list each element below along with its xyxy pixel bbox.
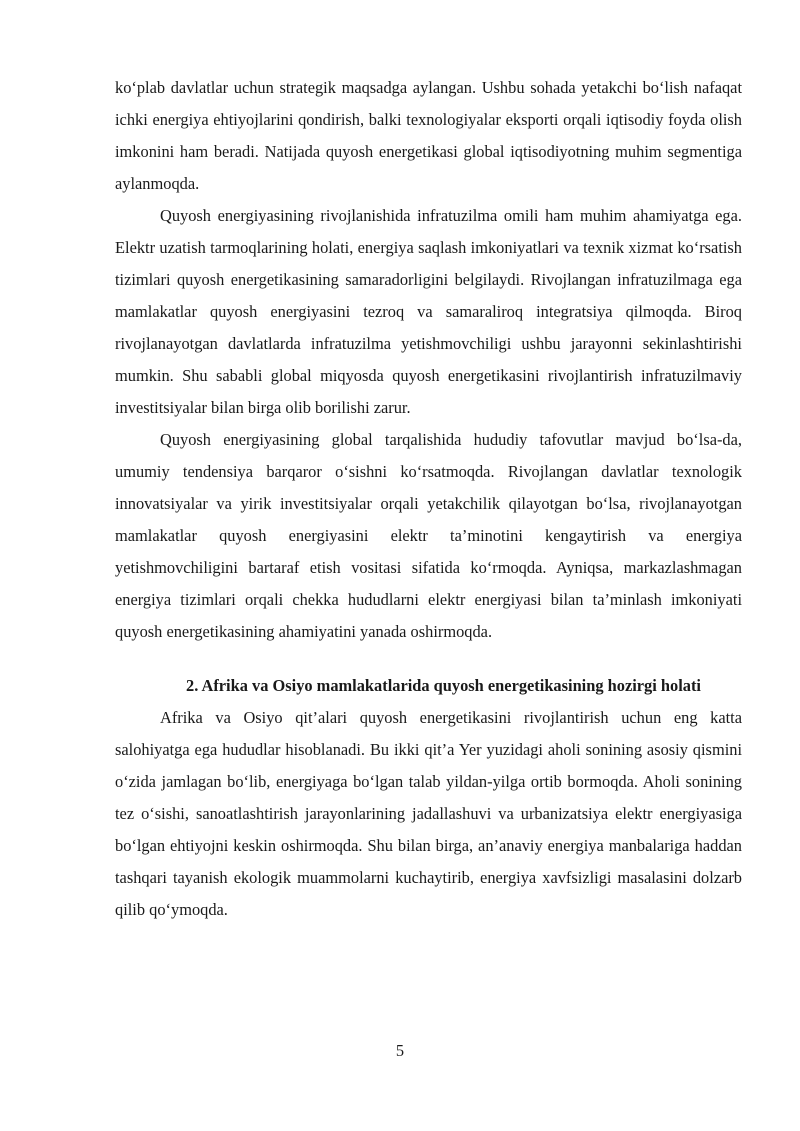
paragraph-continued: ko‘plab davlatlar uchun strategik maqsadga aylangan. Ushbu sohada yetakchi bo‘lish nafaqat ichki energiya ehtiyojlarini qondirish, balki texnologiyalar eksporti orqali iqtisodiy foyda olish imkonini ham beradi. Natijada quyosh energetikasi global iqtisodiyotning muhim segmentiga aylanmoqda. (115, 78, 742, 193)
page-content (115, 72, 742, 926)
paragraph-infrastructure: Quyosh energiyasining rivojlanishida infratuzilma omili ham muhim ahamiyatga ega. Elektr uzatish tarmoqlarining holati, energiya saqlash imkoniyatlari va texnik xizmat ko‘rsatish tizimlari quyosh energetikasining samaradorligini belgilaydi. Rivojlangan infratuzilmaga ega mamlakatlar quyosh energiyasini tezroq va samaraliroq integratsiya qilmoqda. Biroq rivojlanayotgan davlatlarda infratuzilma yetishmovchiligi ushbu jarayonni sekinlashtirishi mumkin. Shu sababli global miqyosda quyosh energetikasini rivojlantirish infratuzilmaviy investitsiyalar bilan birga olib borilishi zarur. (115, 206, 742, 417)
paragraph-regional-differences: Quyosh energiyasining global tarqalishida hududiy tafovutlar mavjud bo‘lsa-da, umumiy tendensiya barqaror o‘sishni ko‘rsatmoqda. Rivojlangan davlatlar texnologik innovatsiyalar va yirik investitsiyalar orqali yetakchilik qilayotgan bo‘lsa, rivojlanayotgan mamlakatlar quyosh energiyasini elektr ta’minotini kengaytirish va energiya yetishmovchiligini bartaraf etish vositasi sifatida ko‘rmoqda. Ayniqsa, markazlashmagan energiya tizimlari orqali chekka hududlarni elektr energiyasi bilan ta’minlash imkoniyati quyosh energetikasining ahamiyatini yanada oshirmoqda. (115, 430, 742, 641)
section-heading: 2. Afrika va Osiyo mamlakatlarida quyosh energetikasining hozirgi holati (186, 676, 701, 695)
page-number: 5 (395, 1041, 405, 1060)
paragraph-africa-asia: Afrika va Osiyo qit’alari quyosh energetikasini rivojlantirish uchun eng katta salohiyatga ega hududlar hisoblanadi. Bu ikki qit’a Yer yuzidagi aholi sonining asosiy qismini o‘zida jamlagan bo‘lib, energiyaga bo‘lgan talab yildan-yilga ortib bormoqda. Aholi sonining tez o‘sishi, sanoatlashtirish jarayonlarining jadallashuvi va urbanizatsiya elektr energiyasiga bo‘lgan ehtiyojni keskin oshirmoqda. Shu bilan birga, an’anaviy energiya manbalariga haddan tashqari tayanish ekologik muammolarni kuchaytirib, energiya xavfsizligi masalasini dolzarb qilib qo‘ymoqda. (115, 708, 742, 919)
